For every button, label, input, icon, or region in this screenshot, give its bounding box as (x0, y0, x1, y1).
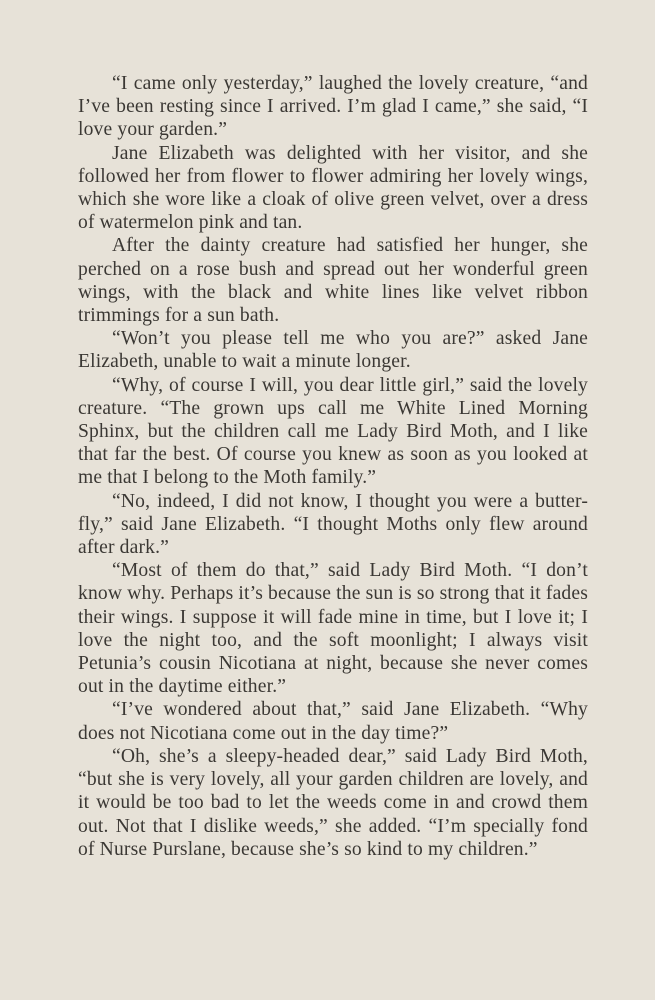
paragraph-5: “Why, of course I will, you dear little girl,” said the lovely creature. “The grown ups call me White Lined Morning Sphinx, but the children call me Lady Bird Moth, and I like that far the best. Of course you knew as soon as you looked at me that I belong to the Moth family.” (78, 374, 588, 489)
paragraph-6: “No, indeed, I did not know, I thought you were a butter-fly,” said Jane Elizabeth. “I thought Moths only flew around after dark.” (78, 490, 588, 559)
body-text (78, 72, 588, 861)
paragraph-7: “Most of them do that,” said Lady Bird Moth. “I don’t know why. Perhaps it’s because the sun is so strong that it fades their wings. I suppose it will fade mine in time, but I love it; I love the night too, and the soft moonlight; I always visit Petunia’s cousin Nicotiana at night, because she never comes out in the daytime either.” (78, 560, 588, 698)
paragraph-3: After the dainty creature had satisfied her hunger, she perched on a rose bush and spread out her wonderful green wings, with the black and white lines like velvet ribbon trimmings for a sun bath. (78, 235, 588, 327)
paragraph-2: Jane Elizabeth was delighted with her visitor, and she followed her from flower to flower admiring her lovely wings, which she wore like a cloak of olive green velvet, over a dress of watermelon pink and tan. (78, 142, 588, 234)
paragraph-1: “I came only yesterday,” laughed the lovely creature, “and I’ve been resting since I arrived. I’m glad I came,” she said, “I love your garden.” (78, 73, 588, 141)
paragraph-9: “Oh, she’s a sleepy-headed dear,” said Lady Bird Moth, “but she is very lovely, all your garden children are lovely, and it would be too bad to let the weeds come in and crowd them out. Not that I dislike weeds,” she added. “I’m specially fond of Nurse Purslane, because she’s so kind to my children.” (78, 745, 588, 860)
paragraph-8: “I’ve wondered about that,” said Jane Elizabeth. “Why does not Nicotiana come out in the day time?” (78, 699, 588, 744)
paragraph-4: “Won’t you please tell me who you are?” asked Jane Elizabeth, unable to wait a minute longer. (78, 328, 588, 373)
